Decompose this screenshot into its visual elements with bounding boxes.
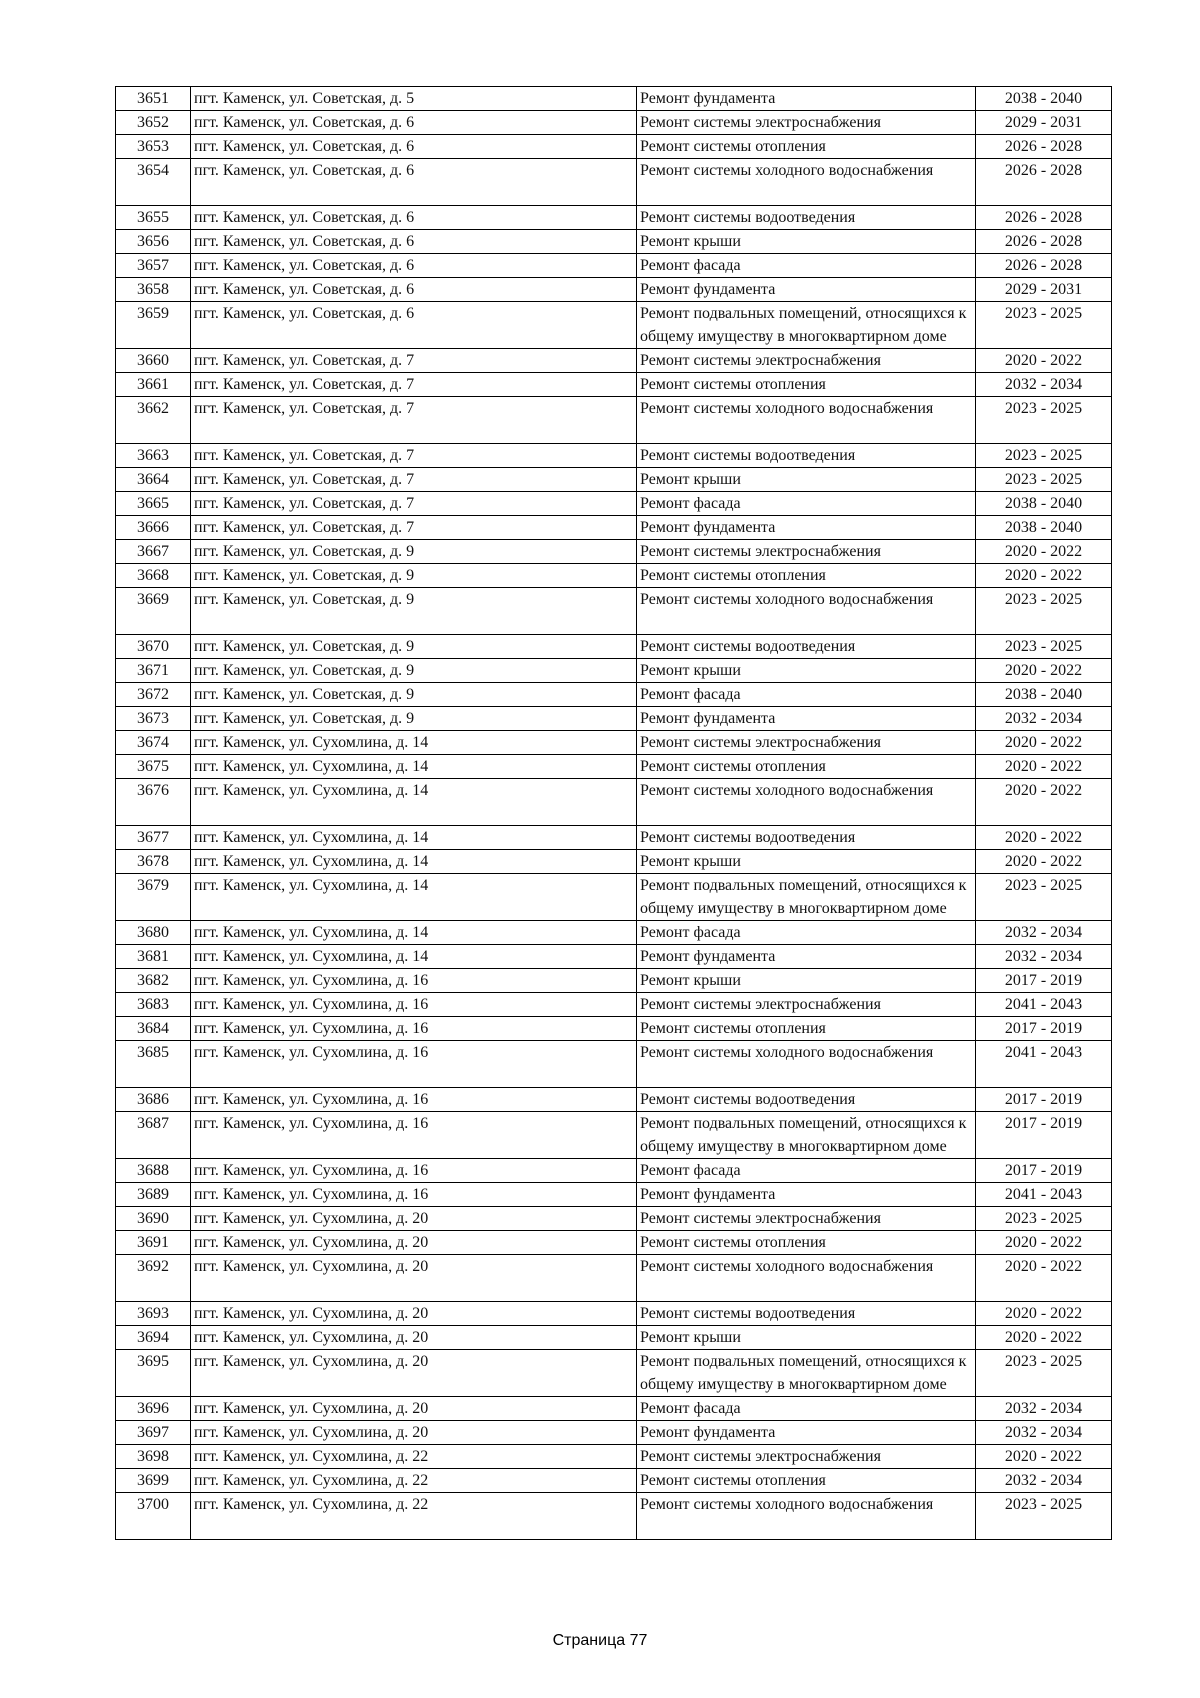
address-cell: пгт. Каменск, ул. Советская, д. 6 <box>191 159 637 206</box>
address-cell: пгт. Каменск, ул. Советская, д. 6 <box>191 278 637 302</box>
table-row <box>116 564 1112 588</box>
row-number: 3683 <box>116 993 191 1017</box>
table-row <box>116 135 1112 159</box>
row-number: 3692 <box>116 1255 191 1302</box>
row-number: 3664 <box>116 468 191 492</box>
table-row <box>116 1255 1112 1302</box>
row-number: 3677 <box>116 826 191 850</box>
table-row <box>116 397 1112 444</box>
address-cell: пгт. Каменск, ул. Сухомлина, д. 16 <box>191 1183 637 1207</box>
period-cell: 2026 - 2028 <box>976 159 1112 206</box>
table-row <box>116 1207 1112 1231</box>
row-number: 3654 <box>116 159 191 206</box>
work-type-cell: Ремонт крыши <box>637 230 976 254</box>
period-cell: 2038 - 2040 <box>976 683 1112 707</box>
work-type-cell: Ремонт фундамента <box>637 707 976 731</box>
table-row <box>116 945 1112 969</box>
period-cell: 2041 - 2043 <box>976 1041 1112 1088</box>
period-cell: 2032 - 2034 <box>976 1397 1112 1421</box>
work-type-cell: Ремонт подвальных помещений, относящихся к общему имуществу в многоквартирном доме <box>637 874 976 921</box>
period-cell: 2032 - 2034 <box>976 1421 1112 1445</box>
work-type-cell: Ремонт системы электроснабжения <box>637 1445 976 1469</box>
work-type-cell: Ремонт системы холодного водоснабжения <box>637 588 976 635</box>
table-row <box>116 826 1112 850</box>
address-cell: пгт. Каменск, ул. Сухомлина, д. 16 <box>191 993 637 1017</box>
work-type-cell: Ремонт системы электроснабжения <box>637 349 976 373</box>
address-cell: пгт. Каменск, ул. Советская, д. 7 <box>191 397 637 444</box>
work-type-cell: Ремонт системы отопления <box>637 373 976 397</box>
table-row <box>116 588 1112 635</box>
work-type-cell: Ремонт фасада <box>637 1397 976 1421</box>
row-number: 3679 <box>116 874 191 921</box>
address-cell: пгт. Каменск, ул. Советская, д. 5 <box>191 87 637 111</box>
table-body <box>116 87 1112 1540</box>
period-cell: 2020 - 2022 <box>976 564 1112 588</box>
address-cell: пгт. Каменск, ул. Советская, д. 7 <box>191 492 637 516</box>
period-cell: 2023 - 2025 <box>976 397 1112 444</box>
work-type-cell: Ремонт фасада <box>637 492 976 516</box>
row-number: 3659 <box>116 302 191 349</box>
row-number: 3681 <box>116 945 191 969</box>
row-number: 3669 <box>116 588 191 635</box>
work-type-cell: Ремонт системы отопления <box>637 564 976 588</box>
period-cell: 2023 - 2025 <box>976 1493 1112 1540</box>
row-number: 3700 <box>116 1493 191 1540</box>
table-row <box>116 1350 1112 1397</box>
table-row <box>116 683 1112 707</box>
work-type-cell: Ремонт системы электроснабжения <box>637 993 976 1017</box>
table-row <box>116 1421 1112 1445</box>
work-type-cell: Ремонт крыши <box>637 468 976 492</box>
address-cell: пгт. Каменск, ул. Сухомлина, д. 14 <box>191 874 637 921</box>
work-type-cell: Ремонт системы холодного водоснабжения <box>637 779 976 826</box>
period-cell: 2032 - 2034 <box>976 707 1112 731</box>
row-number: 3657 <box>116 254 191 278</box>
row-number: 3672 <box>116 683 191 707</box>
address-cell: пгт. Каменск, ул. Сухомлина, д. 14 <box>191 945 637 969</box>
period-cell: 2017 - 2019 <box>976 1159 1112 1183</box>
period-cell: 2038 - 2040 <box>976 516 1112 540</box>
work-type-cell: Ремонт фундамента <box>637 516 976 540</box>
address-cell: пгт. Каменск, ул. Советская, д. 9 <box>191 564 637 588</box>
period-cell: 2020 - 2022 <box>976 1231 1112 1255</box>
table-row <box>116 1183 1112 1207</box>
period-cell: 2023 - 2025 <box>976 444 1112 468</box>
table-row <box>116 1017 1112 1041</box>
table-row <box>116 111 1112 135</box>
row-number: 3676 <box>116 779 191 826</box>
row-number: 3680 <box>116 921 191 945</box>
address-cell: пгт. Каменск, ул. Сухомлина, д. 16 <box>191 1041 637 1088</box>
address-cell: пгт. Каменск, ул. Сухомлина, д. 16 <box>191 1159 637 1183</box>
period-cell: 2017 - 2019 <box>976 969 1112 993</box>
period-cell: 2020 - 2022 <box>976 659 1112 683</box>
period-cell: 2032 - 2034 <box>976 373 1112 397</box>
work-type-cell: Ремонт фасада <box>637 683 976 707</box>
row-number: 3699 <box>116 1469 191 1493</box>
address-cell: пгт. Каменск, ул. Сухомлина, д. 16 <box>191 1112 637 1159</box>
work-type-cell: Ремонт фасада <box>637 1159 976 1183</box>
row-number: 3674 <box>116 731 191 755</box>
address-cell: пгт. Каменск, ул. Сухомлина, д. 14 <box>191 850 637 874</box>
work-type-cell: Ремонт системы холодного водоснабжения <box>637 1493 976 1540</box>
row-number: 3684 <box>116 1017 191 1041</box>
period-cell: 2038 - 2040 <box>976 87 1112 111</box>
table-row <box>116 1088 1112 1112</box>
row-number: 3652 <box>116 111 191 135</box>
period-cell: 2026 - 2028 <box>976 135 1112 159</box>
work-type-cell: Ремонт системы холодного водоснабжения <box>637 159 976 206</box>
row-number: 3689 <box>116 1183 191 1207</box>
period-cell: 2026 - 2028 <box>976 206 1112 230</box>
table-row <box>116 468 1112 492</box>
period-cell: 2029 - 2031 <box>976 278 1112 302</box>
work-type-cell: Ремонт системы водоотведения <box>637 1088 976 1112</box>
period-cell: 2023 - 2025 <box>976 1207 1112 1231</box>
table-row <box>116 254 1112 278</box>
period-cell: 2032 - 2034 <box>976 945 1112 969</box>
period-cell: 2023 - 2025 <box>976 302 1112 349</box>
period-cell: 2023 - 2025 <box>976 468 1112 492</box>
period-cell: 2020 - 2022 <box>976 1445 1112 1469</box>
address-cell: пгт. Каменск, ул. Сухомлина, д. 14 <box>191 779 637 826</box>
work-type-cell: Ремонт фундамента <box>637 278 976 302</box>
address-cell: пгт. Каменск, ул. Советская, д. 6 <box>191 230 637 254</box>
row-number: 3695 <box>116 1350 191 1397</box>
address-cell: пгт. Каменск, ул. Сухомлина, д. 20 <box>191 1326 637 1350</box>
table-row <box>116 349 1112 373</box>
table-row <box>116 993 1112 1017</box>
table-row <box>116 87 1112 111</box>
table-row <box>116 302 1112 349</box>
work-type-cell: Ремонт системы отопления <box>637 135 976 159</box>
table-row <box>116 755 1112 779</box>
work-type-cell: Ремонт системы холодного водоснабжения <box>637 1255 976 1302</box>
work-type-cell: Ремонт системы отопления <box>637 1231 976 1255</box>
row-number: 3686 <box>116 1088 191 1112</box>
table-row <box>116 1397 1112 1421</box>
table-row <box>116 1231 1112 1255</box>
period-cell: 2038 - 2040 <box>976 492 1112 516</box>
table-row <box>116 921 1112 945</box>
address-cell: пгт. Каменск, ул. Советская, д. 7 <box>191 516 637 540</box>
table-row <box>116 874 1112 921</box>
work-type-cell: Ремонт системы электроснабжения <box>637 111 976 135</box>
page-number: Страница 77 <box>552 1632 648 1649</box>
table-row <box>116 1469 1112 1493</box>
address-cell: пгт. Каменск, ул. Советская, д. 9 <box>191 659 637 683</box>
address-cell: пгт. Каменск, ул. Советская, д. 6 <box>191 302 637 349</box>
row-number: 3670 <box>116 635 191 659</box>
work-type-cell: Ремонт системы водоотведения <box>637 826 976 850</box>
row-number: 3696 <box>116 1397 191 1421</box>
row-number: 3675 <box>116 755 191 779</box>
table-row <box>116 492 1112 516</box>
period-cell: 2041 - 2043 <box>976 993 1112 1017</box>
period-cell: 2023 - 2025 <box>976 1350 1112 1397</box>
row-number: 3655 <box>116 206 191 230</box>
row-number: 3693 <box>116 1302 191 1326</box>
row-number: 3660 <box>116 349 191 373</box>
address-cell: пгт. Каменск, ул. Советская, д. 9 <box>191 588 637 635</box>
work-type-cell: Ремонт крыши <box>637 1326 976 1350</box>
address-cell: пгт. Каменск, ул. Сухомлина, д. 14 <box>191 921 637 945</box>
work-type-cell: Ремонт крыши <box>637 659 976 683</box>
period-cell: 2020 - 2022 <box>976 779 1112 826</box>
row-number: 3685 <box>116 1041 191 1088</box>
table-row <box>116 659 1112 683</box>
work-type-cell: Ремонт системы электроснабжения <box>637 1207 976 1231</box>
row-number: 3678 <box>116 850 191 874</box>
address-cell: пгт. Каменск, ул. Советская, д. 7 <box>191 444 637 468</box>
address-cell: пгт. Каменск, ул. Сухомлина, д. 20 <box>191 1302 637 1326</box>
address-cell: пгт. Каменск, ул. Советская, д. 7 <box>191 349 637 373</box>
table-row <box>116 1041 1112 1088</box>
period-cell: 2020 - 2022 <box>976 850 1112 874</box>
row-number: 3691 <box>116 1231 191 1255</box>
table-row <box>116 373 1112 397</box>
work-type-cell: Ремонт фасада <box>637 921 976 945</box>
work-type-cell: Ремонт фундамента <box>637 945 976 969</box>
work-type-cell: Ремонт подвальных помещений, относящихся к общему имуществу в многоквартирном доме <box>637 1350 976 1397</box>
period-cell: 2020 - 2022 <box>976 540 1112 564</box>
table-row <box>116 159 1112 206</box>
row-number: 3666 <box>116 516 191 540</box>
address-cell: пгт. Каменск, ул. Сухомлина, д. 14 <box>191 755 637 779</box>
table-row <box>116 1326 1112 1350</box>
table-row <box>116 278 1112 302</box>
period-cell: 2020 - 2022 <box>976 731 1112 755</box>
table-row <box>116 1493 1112 1540</box>
address-cell: пгт. Каменск, ул. Советская, д. 6 <box>191 206 637 230</box>
period-cell: 2023 - 2025 <box>976 874 1112 921</box>
address-cell: пгт. Каменск, ул. Сухомлина, д. 20 <box>191 1255 637 1302</box>
table-row <box>116 516 1112 540</box>
table-row <box>116 230 1112 254</box>
table-row <box>116 1302 1112 1326</box>
row-number: 3658 <box>116 278 191 302</box>
address-cell: пгт. Каменск, ул. Советская, д. 6 <box>191 135 637 159</box>
address-cell: пгт. Каменск, ул. Советская, д. 7 <box>191 468 637 492</box>
address-cell: пгт. Каменск, ул. Сухомлина, д. 16 <box>191 1017 637 1041</box>
row-number: 3673 <box>116 707 191 731</box>
work-type-cell: Ремонт системы электроснабжения <box>637 731 976 755</box>
period-cell: 2017 - 2019 <box>976 1112 1112 1159</box>
row-number: 3653 <box>116 135 191 159</box>
work-type-cell: Ремонт подвальных помещений, относящихся к общему имуществу в многоквартирном доме <box>637 302 976 349</box>
address-cell: пгт. Каменск, ул. Советская, д. 6 <box>191 254 637 278</box>
row-number: 3663 <box>116 444 191 468</box>
address-cell: пгт. Каменск, ул. Сухомлина, д. 14 <box>191 731 637 755</box>
table-row <box>116 969 1112 993</box>
work-type-cell: Ремонт системы отопления <box>637 755 976 779</box>
period-cell: 2023 - 2025 <box>976 635 1112 659</box>
period-cell: 2026 - 2028 <box>976 230 1112 254</box>
address-cell: пгт. Каменск, ул. Сухомлина, д. 20 <box>191 1350 637 1397</box>
period-cell: 2020 - 2022 <box>976 1326 1112 1350</box>
row-number: 3665 <box>116 492 191 516</box>
row-number: 3690 <box>116 1207 191 1231</box>
row-number: 3651 <box>116 87 191 111</box>
address-cell: пгт. Каменск, ул. Сухомлина, д. 20 <box>191 1397 637 1421</box>
row-number: 3667 <box>116 540 191 564</box>
period-cell: 2020 - 2022 <box>976 1302 1112 1326</box>
address-cell: пгт. Каменск, ул. Сухомлина, д. 20 <box>191 1231 637 1255</box>
period-cell: 2029 - 2031 <box>976 111 1112 135</box>
address-cell: пгт. Каменск, ул. Сухомлина, д. 20 <box>191 1421 637 1445</box>
address-cell: пгт. Каменск, ул. Сухомлина, д. 22 <box>191 1469 637 1493</box>
address-cell: пгт. Каменск, ул. Советская, д. 9 <box>191 540 637 564</box>
work-type-cell: Ремонт крыши <box>637 850 976 874</box>
period-cell: 2032 - 2034 <box>976 1469 1112 1493</box>
work-type-cell: Ремонт системы водоотведения <box>637 1302 976 1326</box>
work-type-cell: Ремонт фундамента <box>637 1421 976 1445</box>
work-type-cell: Ремонт подвальных помещений, относящихся к общему имуществу в многоквартирном доме <box>637 1112 976 1159</box>
period-cell: 2026 - 2028 <box>976 254 1112 278</box>
work-type-cell: Ремонт системы водоотведения <box>637 444 976 468</box>
row-number: 3682 <box>116 969 191 993</box>
work-type-cell: Ремонт фундамента <box>637 87 976 111</box>
row-number: 3656 <box>116 230 191 254</box>
period-cell: 2017 - 2019 <box>976 1088 1112 1112</box>
address-cell: пгт. Каменск, ул. Советская, д. 6 <box>191 111 637 135</box>
period-cell: 2041 - 2043 <box>976 1183 1112 1207</box>
table-row <box>116 779 1112 826</box>
row-number: 3687 <box>116 1112 191 1159</box>
period-cell: 2017 - 2019 <box>976 1017 1112 1041</box>
address-cell: пгт. Каменск, ул. Сухомлина, д. 22 <box>191 1493 637 1540</box>
work-type-cell: Ремонт системы электроснабжения <box>637 540 976 564</box>
work-type-cell: Ремонт системы холодного водоснабжения <box>637 1041 976 1088</box>
row-number: 3661 <box>116 373 191 397</box>
address-cell: пгт. Каменск, ул. Сухомлина, д. 20 <box>191 1207 637 1231</box>
table-row <box>116 1112 1112 1159</box>
period-cell: 2020 - 2022 <box>976 349 1112 373</box>
table-row <box>116 850 1112 874</box>
address-cell: пгт. Каменск, ул. Советская, д. 9 <box>191 635 637 659</box>
address-cell: пгт. Каменск, ул. Советская, д. 9 <box>191 683 637 707</box>
work-type-cell: Ремонт системы отопления <box>637 1469 976 1493</box>
row-number: 3668 <box>116 564 191 588</box>
address-cell: пгт. Каменск, ул. Сухомлина, д. 22 <box>191 1445 637 1469</box>
work-type-cell: Ремонт крыши <box>637 969 976 993</box>
row-number: 3698 <box>116 1445 191 1469</box>
work-type-cell: Ремонт фундамента <box>637 1183 976 1207</box>
period-cell: 2020 - 2022 <box>976 826 1112 850</box>
address-cell: пгт. Каменск, ул. Сухомлина, д. 14 <box>191 826 637 850</box>
period-cell: 2023 - 2025 <box>976 588 1112 635</box>
work-type-cell: Ремонт системы водоотведения <box>637 206 976 230</box>
table-row <box>116 540 1112 564</box>
address-cell: пгт. Каменск, ул. Сухомлина, д. 16 <box>191 1088 637 1112</box>
work-type-cell: Ремонт фасада <box>637 254 976 278</box>
address-cell: пгт. Каменск, ул. Сухомлина, д. 16 <box>191 969 637 993</box>
row-number: 3671 <box>116 659 191 683</box>
repair-schedule-table <box>115 86 1112 1540</box>
address-cell: пгт. Каменск, ул. Советская, д. 7 <box>191 373 637 397</box>
address-cell: пгт. Каменск, ул. Советская, д. 9 <box>191 707 637 731</box>
table-row <box>116 1445 1112 1469</box>
period-cell: 2032 - 2034 <box>976 921 1112 945</box>
row-number: 3697 <box>116 1421 191 1445</box>
work-type-cell: Ремонт системы отопления <box>637 1017 976 1041</box>
work-type-cell: Ремонт системы холодного водоснабжения <box>637 397 976 444</box>
table-row <box>116 731 1112 755</box>
table-row <box>116 206 1112 230</box>
table-row <box>116 707 1112 731</box>
table-row <box>116 444 1112 468</box>
period-cell: 2020 - 2022 <box>976 1255 1112 1302</box>
table-row <box>116 635 1112 659</box>
period-cell: 2020 - 2022 <box>976 755 1112 779</box>
row-number: 3688 <box>116 1159 191 1183</box>
work-type-cell: Ремонт системы водоотведения <box>637 635 976 659</box>
row-number: 3694 <box>116 1326 191 1350</box>
table-row <box>116 1159 1112 1183</box>
row-number: 3662 <box>116 397 191 444</box>
